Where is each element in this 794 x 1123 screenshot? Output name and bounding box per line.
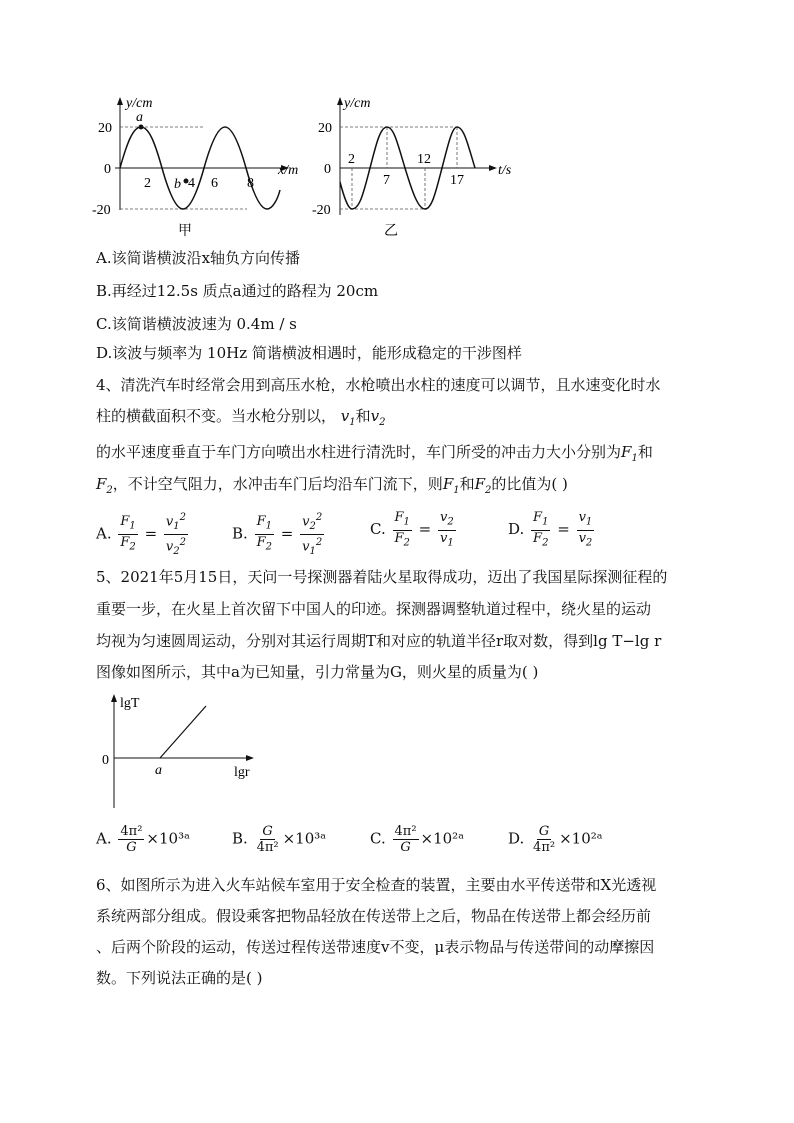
q5-option-a: A. $\frac{\text{4π²}}{G}$ ×10³ᵃ xyxy=(96,824,190,855)
point-a-label: a xyxy=(136,110,143,125)
q4-line-4-text: ，不计空气阻力，水冲击车门后均沿车门流下，则 xyxy=(112,475,443,493)
q4-line-3 xyxy=(96,442,653,469)
q4-line-4-tail: 的比值为( ) xyxy=(491,475,568,493)
jia-y-label: y/cm xyxy=(126,96,153,111)
point-b-label: b xyxy=(174,177,181,192)
q5-option-b: B. $\frac{G}{\text{4π²}}$ ×10³ᵃ xyxy=(232,824,327,855)
jia-x-tick-2: 2 xyxy=(144,176,151,191)
jia-y-tick-20: 20 xyxy=(98,121,112,136)
q4-line-4 xyxy=(96,474,568,501)
symbol-v2: $v_2$ xyxy=(370,407,386,428)
yi-y-tick-20: 20 xyxy=(318,121,332,136)
graph-origin: 0 xyxy=(102,753,109,768)
q6-line-3: 、后两个阶段的运动，传送过程传送带速度v不变，μ表示物品与传送带间的动摩擦因 xyxy=(96,938,655,956)
q4-option-d: D. $\frac{F_1}{F_2}$ = $\frac{v_1}{v_2}$ xyxy=(508,510,593,549)
q3-option-b: B.再经过12.5s 质点a通过的路程为 20cm xyxy=(96,282,379,300)
yi-x-tick-2: 2 xyxy=(348,152,355,167)
q5-option-c: C. $\frac{\text{4π²}}{G}$ ×10²ᵃ xyxy=(370,824,464,855)
q4-and-3: 和 xyxy=(459,475,475,493)
q3-option-c: C.该简谐横波波速为 0.4m / s xyxy=(96,315,297,333)
q5-line-1: 5、2021年5月15日，天问一号探测器着陆火星取得成功，迈出了我国星际探测征程的 xyxy=(96,568,668,586)
vibration-graph-yi xyxy=(312,90,522,240)
q4-line-1: 4、清洗汽车时经常会用到高压水枪，水枪喷出水柱的速度可以调节，且水速变化时水 xyxy=(96,376,661,394)
graph-a-label: a xyxy=(155,763,162,778)
jia-caption: 甲 xyxy=(178,224,192,239)
yi-y-label: y/cm xyxy=(344,96,371,111)
graph-y-label: lgT xyxy=(120,696,140,711)
q5-line-2: 重要一步，在火星上首次留下中国人的印迹。探测器调整轨道过程中，绕火星的运动 xyxy=(96,600,652,618)
symbol-F2: $F_2$ xyxy=(96,475,113,496)
q6-line-2: 系统两部分组成。假设乘客把物品轻放在传送带上之后，物品在传送带上都会经历前 xyxy=(96,907,652,925)
q4-option-c: C. $\frac{F_1}{F_2}$ = $\frac{v_2}{v_1}$ xyxy=(370,510,454,549)
q4-line-3-text: 的水平速度垂直于车门方向喷出水柱进行清洗时，车门所受的冲击力大小分别为 xyxy=(96,443,622,461)
q5-line-4: 图像如图所示，其中a为已知量，引力常量为G，则火星的质量为( ) xyxy=(96,663,539,681)
point-a-dot xyxy=(139,125,144,130)
yi-x-tick-17: 17 xyxy=(450,173,464,188)
q4-and: 和 xyxy=(355,407,371,425)
q4-line-2-text: 柱的横截面积不变。当水枪分别以， xyxy=(96,407,337,425)
q4-line-2 xyxy=(96,406,386,433)
jia-y-tick-neg20: -20 xyxy=(92,203,111,218)
yi-caption: 乙 xyxy=(384,224,398,239)
yi-y-tick-0: 0 xyxy=(324,162,331,177)
symbol-F1-b: $F_1$ xyxy=(442,475,460,496)
jia-x-tick-8: 8 xyxy=(247,176,254,191)
yi-x-tick-7: 7 xyxy=(383,173,390,188)
lgT-lgr-graph xyxy=(96,690,276,810)
q3-option-a: A.该简谐横波沿x轴负方向传播 xyxy=(96,249,301,267)
symbol-v1: $v_1$ xyxy=(340,407,356,428)
yi-y-tick-neg20: -20 xyxy=(312,203,331,218)
yi-x-tick-12: 12 xyxy=(417,152,431,167)
q5-line-3: 均视为匀速圆周运动，分别对其运行周期T和对应的轨道半径r取对数，得到lg T−lg r xyxy=(96,632,662,650)
symbol-F2-b: $F_2$ xyxy=(474,475,492,496)
q6-line-4: 数。下列说法正确的是( ) xyxy=(96,969,263,987)
yi-x-label: t/s xyxy=(498,163,512,178)
q3-option-d: D.该波与频率为 10Hz 简谐横波相遇时，能形成稳定的干涉图样 xyxy=(96,344,522,362)
jia-x-tick-6: 6 xyxy=(211,176,218,191)
symbol-F1: $F_1$ xyxy=(621,443,638,464)
q5-option-d: D. $\frac{G}{\text{4π²}}$ ×10²ᵃ xyxy=(508,824,603,855)
graph-x-label: lgr xyxy=(234,765,250,780)
wave-graph-jia xyxy=(90,90,320,240)
q4-option-b: B. $\frac{F_1}{F_2}$ = $\frac{v_2^2}{v_1^2}$ xyxy=(232,512,323,557)
jia-x-tick-4: 4 xyxy=(188,176,195,191)
q4-option-a: A. $\frac{F_1}{F_2}$ = $\frac{v_1^2}{v_2^2}$ xyxy=(96,512,187,557)
q4-and-2: 和 xyxy=(637,443,653,461)
jia-y-tick-0: 0 xyxy=(104,162,111,177)
q6-line-1: 6、如图所示为进入火车站候车室用于安全检查的装置，主要由水平传送带和X光透视 xyxy=(96,876,657,894)
jia-x-label: x/m xyxy=(278,163,299,178)
